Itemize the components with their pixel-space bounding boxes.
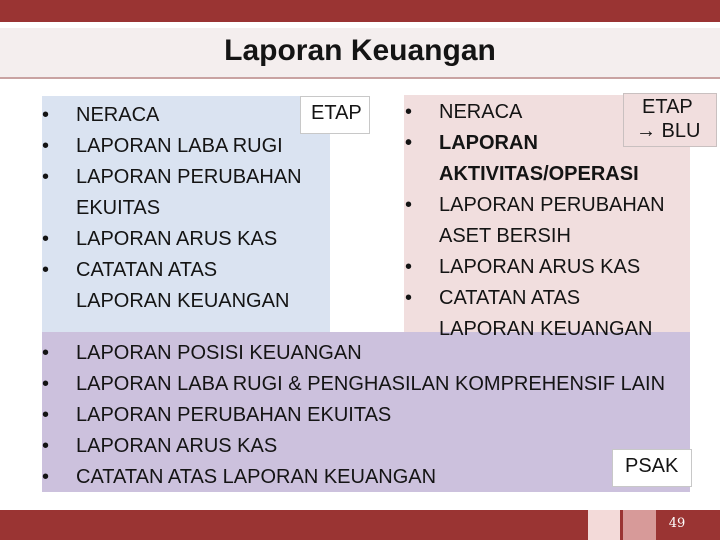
list-item: • NERACA xyxy=(42,100,342,131)
slide-title: Laporan Keuangan xyxy=(224,34,496,67)
etap-blu-label xyxy=(623,93,717,147)
list-item: • LAPORAN ARUS KAS xyxy=(42,431,682,462)
title-underline xyxy=(0,77,720,79)
list-item: • LAPORAN PERUBAHAN EKUITAS xyxy=(42,162,342,224)
list-item: • LAPORAN ARUS KAS xyxy=(42,224,342,255)
psak-label: PSAK xyxy=(612,449,692,487)
psak-list xyxy=(42,338,682,493)
list-item: • CATATAN ATAS LAPORAN KEUANGAN xyxy=(42,462,682,493)
list-item: • LAPORAN ARUS KAS xyxy=(405,252,705,283)
list-item: • LAPORAN PERUBAHAN ASET BERSIH xyxy=(405,190,705,252)
list-item: • CATATAN ATAS LAPORAN KEUANGAN xyxy=(405,283,705,345)
page-number: 49 xyxy=(668,516,686,531)
top-accent-bar xyxy=(0,0,720,22)
list-item: • LAPORAN LABA RUGI xyxy=(42,131,342,162)
etap-label: ETAP xyxy=(300,96,370,134)
list-item: • LAPORAN LABA RUGI & PENGHASILAN KOMPREHENSIF LAIN xyxy=(42,369,682,400)
list-item: • LAPORAN PERUBAHAN EKUITAS xyxy=(42,400,682,431)
list-item: • LAPORAN AKTIVITAS/OPERASI xyxy=(405,128,705,190)
footer-square-light xyxy=(588,510,620,540)
blu-label-line: → BLU xyxy=(636,120,701,142)
etap-list xyxy=(42,100,342,317)
list-item: • NERACA xyxy=(405,97,705,128)
list-item: • CATATAN ATAS LAPORAN KEUANGAN xyxy=(42,255,342,317)
footer-square-medium xyxy=(623,510,656,540)
list-item: • LAPORAN POSISI KEUANGAN xyxy=(42,338,682,369)
etap-label-line: ETAP xyxy=(642,96,693,118)
